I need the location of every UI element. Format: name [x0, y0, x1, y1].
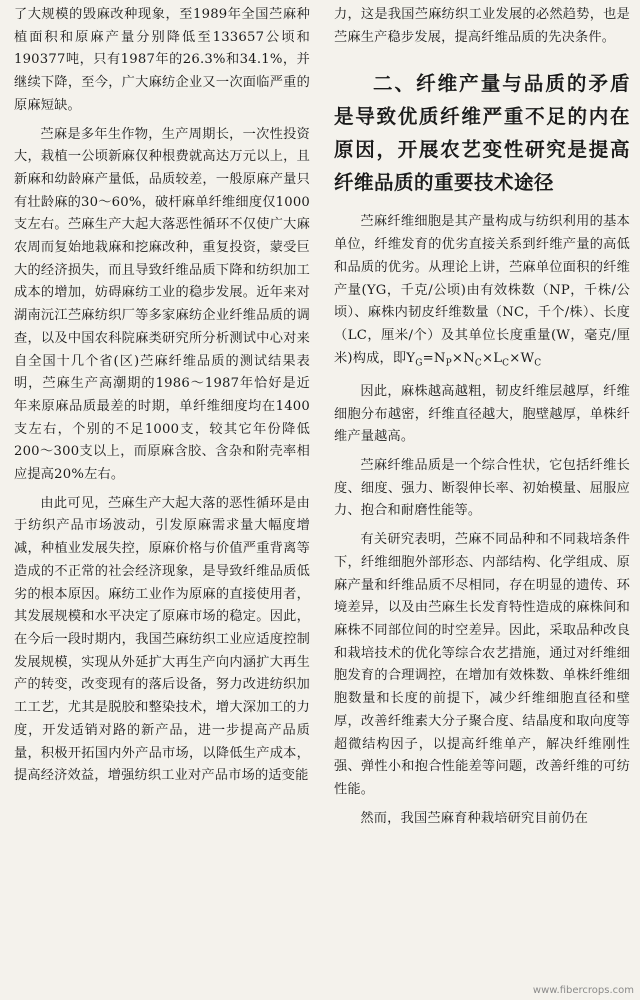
- right-paragraph-3: 苎麻纤维品质是一个综合性状，它包括纤维长度、细度、强力、断裂伸长率、初始模量、屈服应力、抱合和耐磨性能等。: [334, 458, 630, 519]
- yield-formula: $Y_G=N_P\times N_C\times L_C\times W_C$: [406, 350, 542, 369]
- left-paragraph-3: 由此可见，苎麻生产大起大落的恶性循环是由于纺织产品市场波动，引发原麻需求量大幅度增减，种植业发展失控，原麻价格与价值严重背离等造成的不正常的社会经济现象，是导致纤维品质低劣的根本原因。麻纺工业作为原麻的直接使用者，其发展规模和水平决定了原麻市场的稳定。因此，在今后一段时期内，我国苎麻纺织工业应适度控制发展规模，实现从外延扩大再生产向内涵扩大再生产的转变，改变现有的落后设备，努力改进纺织加工工艺，尤其是脱胶和整染技术，增大深加工的力度，开发适销对路的新产品，进一步提高产品质量，积极开拓国内外产品市场，以降低生产成本，提高经济效益，增强纺织工业对产品市场的适变能: [14, 495, 310, 784]
- right-paragraph-2: 因此，麻株越高越粗，韧皮纤维层越厚，纤维细胞分布越密，纤维直径越大，胞壁越厚，单株纤维产量越高。: [334, 383, 630, 445]
- section-heading: 二、纤维产量与品质的矛盾是导致优质纤维严重不足的内在原因，开展农艺变性研究是提高纤维品质的重要技术途径: [334, 72, 630, 195]
- watermark: www.fibercrops.com: [532, 985, 634, 996]
- right-continuation-paragraph: 力，这是我国苎麻纺织工业发展的必然趋势，也是苎麻生产稳步发展，提高纤维品质的先决条件。: [334, 7, 630, 45]
- right-paragraph-4: 有关研究表明，苎麻不同品种和不同栽培条件下，纤维细胞外部形态、内部结构、化学组成、原麻产量和纤维品质不尽相同，存在明显的遗传、环境差异，以及由苎麻生长发育特性造成的麻株间和麻株不同部位间的时空差异。因此，采取品种改良和栽培技术的优化等综合农艺措施，通过对纤维细胞发育的合理调控，在增加有效株数、单株纤维细胞数量和长度的前提下，减少纤维细胞直径和壁厚，改善纤维素大分子聚合度、结晶度和取向度等超微结构因子，以提高纤维单产，解决纤维刚性强、弹性小和抱合性能差等问题，改善纤维的可纺性能。: [334, 532, 630, 797]
- right-paragraph-1: [334, 211, 630, 375]
- left-column: [14, 4, 310, 794]
- left-paragraph-2: 苎麻是多年生作物，生产周期长，一次性投资大，栽植一公顷新麻仅种根费就高达万元以上，且新麻和幼龄麻产量低，品质较差，一般原麻产量只有壮龄麻的30～60%，破杆麻单纤维细度仅1000支左右。苎麻生产大起大落恶性循环不仅使广大麻农周而复始地栽麻和挖麻改种，重复投资，蒙受巨大的经济损失，而且导致纤维品质下降和纺织加工成本的增加，妨碍麻纺工业的稳步发展。近年来对湖南沅江苎麻纺织厂等多家麻纺企业纤维品质的调查，以及中国农科院麻类研究所分析测试中心对来自全国十几个省(区)苎麻纤维品质的测试结果表明，苎麻生产高潮期的1986～1987年恰好是近年来原麻品质最差的时期，单纤维细度均在1400支左右，个别的不足1000支，较其它年份降低200～300支以上，而原麻含胶、含杂和附壳率相应提高20%左右。: [14, 126, 310, 483]
- left-paragraph-1: 了大规模的毁麻改种现象，至1989年全国苎麻种植面积和原麻产量分别降低至133657公顷和190377吨，只有1987年的26.3%和34.1%，并继续下降，至今，广大麻纺企业又一次面临严重的原麻短缺。: [14, 7, 310, 113]
- right-paragraph-1-text: 苎麻纤维细胞是其产量构成与纺织利用的基本单位，纤维发育的优劣直接关系到纤维产量的高低和品质的优劣。从理论上讲，苎麻单位面积的纤维产量(YG，千克/公顷)由有效株数（NP，千株/公顷）、麻株内韧皮纤维数量（NC，千个/株）、长度（LC，厘米/个）及其单位长度重量(W，毫克/厘米)构成，即: [334, 214, 630, 366]
- right-column: [334, 4, 630, 836]
- right-paragraph-5: 然而，我国苎麻育种栽培研究目前仍在: [360, 810, 588, 826]
